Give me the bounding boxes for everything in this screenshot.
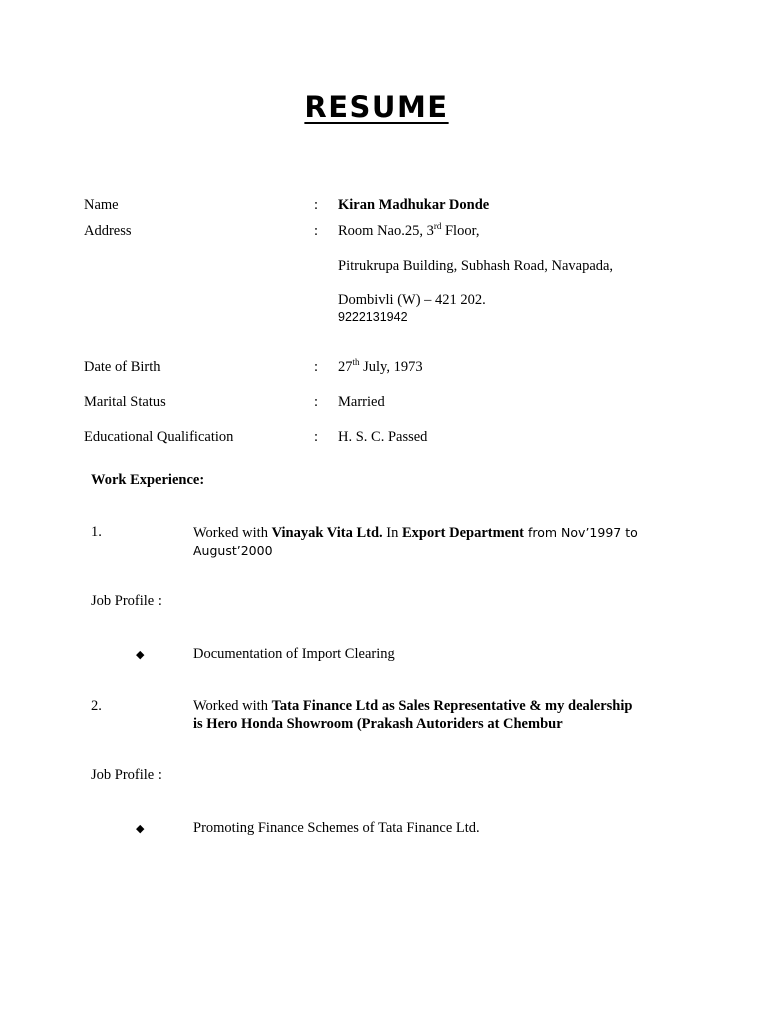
education-label: Educational Qualification — [84, 429, 234, 445]
dob-label: Date of Birth — [84, 359, 161, 375]
work-item-2-number: 2. — [91, 698, 102, 714]
marital-colon: : — [314, 394, 319, 410]
job-profile-label-2: Job Profile : — [91, 767, 162, 783]
name-colon: : — [314, 197, 319, 213]
work-item-1-company: Vinayak Vita Ltd. — [271, 525, 383, 541]
address-line-1-rest: Floor, — [441, 223, 480, 239]
education-colon: : — [314, 429, 319, 445]
work-item-2-company-role: Tata Finance Ltd as Sales Representative & my dealership — [271, 698, 633, 714]
address-line-1-sup: rd — [433, 221, 442, 231]
work-item-1-line-2: August’2000 — [193, 543, 273, 558]
education-value: H. S. C. Passed — [338, 429, 428, 445]
work-experience-heading: Work Experience: — [91, 472, 205, 488]
work-item-2-line-2: is Hero Honda Showroom (Prakash Autoriders at Chembur — [193, 716, 563, 732]
work-item-2-profile: Promoting Finance Schemes of Tata Finance Ltd. — [193, 820, 480, 836]
work-item-2-line-1 — [193, 698, 632, 715]
dob-rest: July, 1973 — [359, 359, 423, 375]
name-label: Name — [84, 197, 119, 213]
name-value: Kiran Madhukar Donde — [338, 197, 490, 213]
bullet-diamond-icon: ◆ — [136, 648, 145, 661]
work-item-2-text-a: Worked with — [193, 698, 272, 714]
work-item-1-department: Export Department — [401, 525, 525, 541]
work-item-1-profile: Documentation of Import Clearing — [193, 646, 395, 662]
address-line-2: Pitrukrupa Building, Subhash Road, Navapada, — [338, 258, 614, 274]
work-item-1-line-1 — [193, 524, 638, 542]
dob-value — [338, 359, 423, 376]
address-line-1-text: Room Nao.25, 3 — [338, 223, 434, 239]
dob-day: 27 — [338, 359, 353, 375]
work-item-1-number: 1. — [91, 524, 102, 540]
job-profile-label-1: Job Profile : — [91, 593, 162, 609]
work-item-1-period-start: from Nov’1997 to — [524, 525, 638, 540]
marital-label: Marital Status — [84, 394, 166, 410]
work-item-1-text-c: In — [382, 525, 402, 541]
address-colon: : — [314, 223, 319, 239]
dob-sup: th — [352, 357, 360, 367]
work-item-1-text-a: Worked with — [193, 525, 272, 541]
dob-colon: : — [314, 359, 319, 375]
address-label: Address — [84, 223, 132, 239]
address-line-1 — [338, 223, 479, 240]
address-line-3: Dombivli (W) – 421 202. — [338, 292, 486, 308]
phone-number: 9222131942 — [338, 310, 408, 324]
resume-title: RESUME — [304, 90, 449, 124]
marital-value: Married — [338, 394, 385, 410]
bullet-diamond-icon: ◆ — [136, 822, 145, 835]
